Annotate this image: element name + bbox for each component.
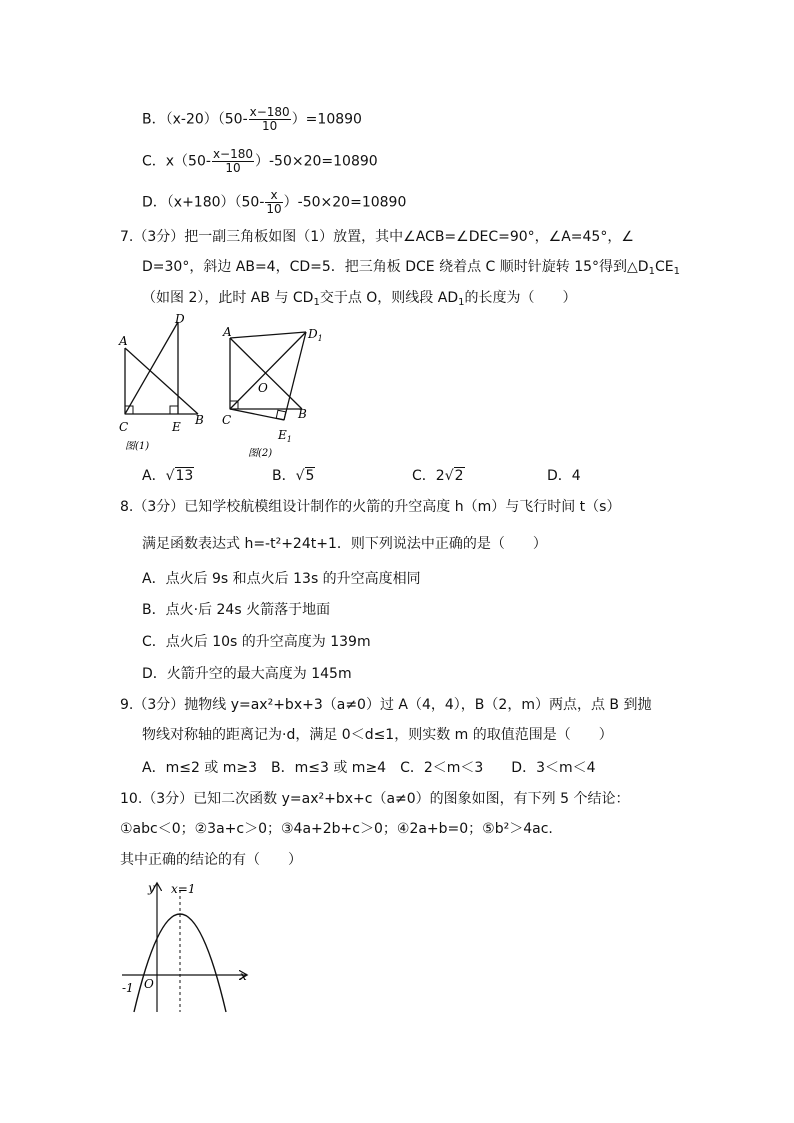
q9-line1: 9.（3分）抛物线 y=ax²+bx+3（a≠0）过 A（4，4），B（2，m）两点，点 B 到抛 xyxy=(120,697,652,713)
fig2-label-b: B xyxy=(298,407,307,421)
q10-line3: 其中正确的结论的有（ ） xyxy=(120,852,302,868)
fig2-label-c: C xyxy=(222,413,232,427)
subscript: 1 xyxy=(317,334,323,343)
q10-line1: 10.（3分）已知二次函数 y=ax²+bx+c（a≠0）的图象如图，有下列 5 个结论： xyxy=(120,791,630,807)
option-label: C． xyxy=(412,468,436,484)
q6-c-prefix: C．x（50- xyxy=(142,153,211,170)
fraction-numerator: x xyxy=(265,189,282,203)
q6-b-prefix: B．（x-20）（50- xyxy=(142,111,248,128)
radicand: 2 xyxy=(454,468,464,484)
q8-option-b: B．点火·后 24s 火箭落于地面 xyxy=(142,602,331,618)
fig2-label-e: E xyxy=(278,428,287,442)
q6-option-b xyxy=(142,106,362,133)
q6-d-prefix: D．（x+180）（50- xyxy=(142,194,265,211)
q10-parabola-graph xyxy=(114,876,254,1016)
q8-option-c: C．点火后 10s 的升空高度为 139m xyxy=(142,634,371,650)
right-angle-mark xyxy=(170,406,178,414)
q6-d-suffix: ）-50×20=10890 xyxy=(283,194,407,211)
q10-line2: ①abc＜0；②3a+c＞0；③4a+2b+c＞0；④2a+b=0；⑤b²＞4ac. xyxy=(120,821,553,837)
q8-option-a: A．点火后 9s 和点火后 13s 的升空高度相同 xyxy=(142,571,421,587)
subscript: 1 xyxy=(458,297,465,308)
coefficient: 2 xyxy=(435,468,445,484)
fig1-label-d: D xyxy=(175,312,185,326)
sqrt: √2 xyxy=(444,468,464,484)
q7-option-d: D．4 xyxy=(547,468,581,484)
q6-c-suffix: ）-50×20=10890 xyxy=(255,153,378,170)
fig2-label-d: D xyxy=(308,327,318,341)
fig1-label-c: C xyxy=(119,420,129,434)
fraction-numerator: x−180 xyxy=(212,147,253,161)
sqrt: √13 xyxy=(165,468,194,484)
q7-line2-text: D=30°，斜边 AB=4，CD=5．把三角板 DCE 绕着点 C 顺时针旋转 15°得到△D xyxy=(142,259,649,275)
fraction-denominator: 10 xyxy=(225,161,241,175)
q9-line2: 物线对称轴的距离记为·d，满足 0＜d≤1，则实数 m 的取值范围是（ ） xyxy=(142,727,613,743)
fig1-hyp-ab xyxy=(125,348,198,414)
subscript: 1 xyxy=(313,297,320,308)
fraction-denominator: 10 xyxy=(262,119,278,133)
fig1-hyp-cd xyxy=(125,322,178,414)
q7-line2-ce: CE xyxy=(654,259,674,275)
q7-line3-mid: 交于点 O，则线段 AD xyxy=(319,290,459,306)
fig2-label-d1 xyxy=(307,327,323,343)
q9-options: A．m≤2 或 m≥3 B．m≤3 或 m≥4 C．2＜m＜3 D．3＜m＜4 xyxy=(142,760,596,776)
fraction xyxy=(249,106,291,133)
q8-line2: 满足函数表达式 h=-t²+24t+1．则下列说法中正确的是（ ） xyxy=(142,536,547,552)
q8-line1: 8.（3分）已知学校航模组设计制作的火箭的升空高度 h（m）与飞行时间 t（s） xyxy=(120,499,621,515)
radicand: 5 xyxy=(305,468,315,484)
symmetry-axis-label: x=1 xyxy=(171,882,196,896)
fraction xyxy=(265,189,282,216)
option-label: A． xyxy=(142,468,166,484)
q7-line1: 7.（3分）把一副三角板如图（1）放置，其中∠ACB=∠DEC=90°，∠A=45°，∠ xyxy=(120,229,634,245)
q6-option-c xyxy=(142,148,378,175)
fig1-label-e: E xyxy=(172,420,181,434)
fig1-label-b: B xyxy=(195,413,204,427)
x-axis-label: x xyxy=(240,969,247,983)
fig2-label-a: A xyxy=(223,325,232,339)
fig1-label-a: A xyxy=(119,334,128,348)
origin-label: O xyxy=(144,977,154,991)
y-axis-label: y xyxy=(148,881,155,895)
q8-option-d: D．火箭升空的最大高度为 145m xyxy=(142,666,352,682)
fig2-segment-ad1 xyxy=(230,332,306,338)
q7-line2 xyxy=(142,257,680,282)
sqrt: √5 xyxy=(295,468,315,484)
q7-option-a xyxy=(142,466,194,486)
fraction-numerator: x−180 xyxy=(249,105,290,119)
q7-line3-text: （如图 2），此时 AB 与 CD xyxy=(142,290,314,306)
option-label: B． xyxy=(272,468,296,484)
fig2-hyp-cd1 xyxy=(230,332,306,409)
fraction xyxy=(212,148,254,175)
q7-figure-1 xyxy=(115,312,215,460)
subscript: 1 xyxy=(286,435,292,444)
q7-option-b xyxy=(272,466,315,486)
subscript: 1 xyxy=(648,266,655,277)
neg-one-label: -1 xyxy=(122,981,134,995)
q7-line3 xyxy=(142,288,576,313)
q7-figure-2 xyxy=(218,318,330,462)
fig2-label-e1 xyxy=(277,428,292,444)
subscript: 1 xyxy=(673,266,680,277)
fraction-denominator: 10 xyxy=(266,202,282,216)
fig1-caption: 图(1) xyxy=(125,441,150,452)
q6-option-d xyxy=(142,189,406,216)
radicand: 13 xyxy=(175,468,194,484)
q7-line3-end: 的长度为（ ） xyxy=(464,290,577,306)
right-angle-mark xyxy=(276,410,285,419)
fig2-label-o: O xyxy=(258,381,268,395)
q7-option-c xyxy=(412,466,465,486)
fig2-caption: 图(2) xyxy=(248,448,273,459)
q6-b-suffix: ）=10890 xyxy=(291,111,362,128)
